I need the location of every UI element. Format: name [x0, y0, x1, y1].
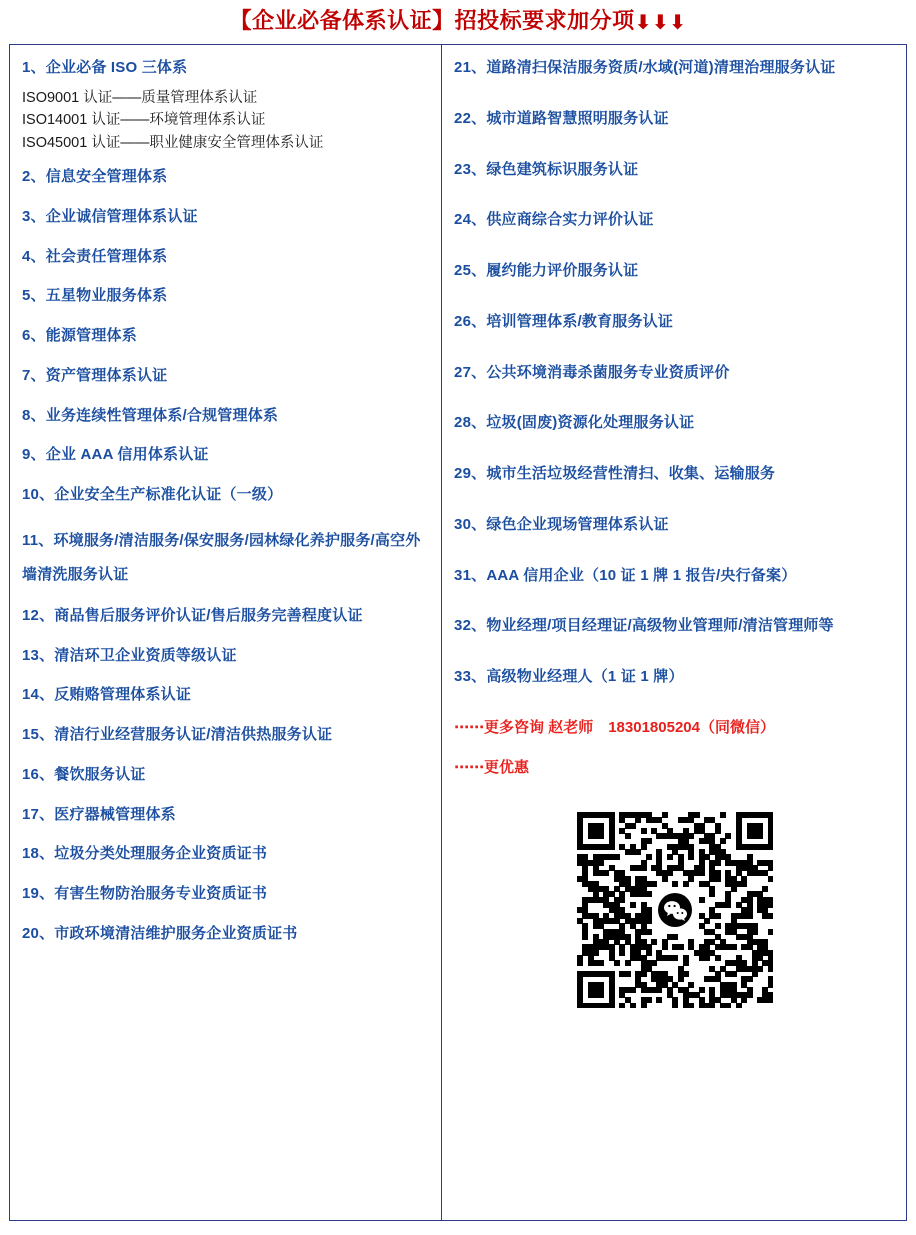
- left-column: [10, 45, 442, 1220]
- list-item: 29、城市生活垃圾经营性清扫、收集、运输服务: [454, 465, 776, 482]
- certification-table: [9, 44, 907, 1221]
- contact-note: ⋯⋯更多咨询 赵老师 18301805204（同微信）: [454, 718, 775, 736]
- list-item: 5、五星物业服务体系: [22, 287, 168, 305]
- list-item: 2、信息安全管理体系: [22, 168, 168, 186]
- page-title: [0, 0, 916, 45]
- list-item: 30、绿色企业现场管理体系认证: [454, 515, 669, 533]
- list-item: 20、市政环境清洁维护服务企业资质证书: [22, 924, 298, 942]
- list-item: 12、商品售后服务评价认证/售后服务完善程度认证: [22, 606, 363, 624]
- list-item: 21、道路清扫保洁服务资质/水域(河道)清理治理服务认证: [454, 59, 836, 76]
- list-item: ISO45001 认证——职业健康安全管理体系认证: [22, 134, 324, 151]
- list-item: 26、培训管理体系/教育服务认证: [454, 312, 674, 330]
- wechat-icon: [653, 888, 697, 932]
- list-item: 11、环境服务/清洁服务/保安服务/园林绿化养护服务/高空外墙清洗服务认证: [22, 531, 421, 584]
- list-item: 27、公共环境消毒杀菌服务专业资质评价: [454, 363, 730, 381]
- discount-note: ⋯⋯更优惠: [454, 758, 530, 776]
- qr-code-container: [454, 812, 896, 1008]
- list-item: 17、医疗器械管理体系: [22, 805, 176, 823]
- list-item: 28、垃圾(固废)资源化处理服务认证: [454, 414, 695, 432]
- list-item: 24、供应商综合实力评价认证: [454, 211, 654, 229]
- list-item: 14、反贿赂管理体系认证: [22, 686, 192, 704]
- list-item: 22、城市道路智慧照明服务认证: [454, 109, 669, 127]
- page-title-text: 【企业必备体系认证】招投标要求加分项: [229, 8, 635, 33]
- right-column: [442, 45, 906, 1220]
- list-item: 6、能源管理体系: [22, 327, 137, 345]
- list-item: 13、清洁环卫企业资质等级认证: [22, 646, 237, 664]
- list-item: 33、高级物业经理人（1 证 1 牌）: [454, 668, 684, 685]
- list-item: 8、业务连续性管理体系/合规管理体系: [22, 406, 279, 424]
- list-item: 3、企业诚信管理体系认证: [22, 207, 198, 225]
- list-item: 23、绿色建筑标识服务认证: [454, 160, 639, 178]
- list-item: 9、企业 AAA 信用体系认证: [22, 446, 209, 464]
- iso-sublist: [22, 87, 431, 154]
- down-arrow-icons: ⬇⬇⬇: [634, 12, 687, 34]
- list-item: 31、AAA 信用企业（10 证 1 牌 1 报告/央行备案）: [454, 566, 797, 584]
- list-item: 16、餐饮服务认证: [22, 765, 146, 783]
- list-item: 18、垃圾分类处理服务企业资质证书: [22, 845, 268, 863]
- list-item: ISO14001 认证——环境管理体系认证: [22, 112, 266, 129]
- list-item: 25、履约能力评价服务认证: [454, 262, 639, 279]
- wechat-qr-code[interactable]: [577, 812, 773, 1008]
- list-item: ISO9001 认证——质量管理体系认证: [22, 89, 258, 106]
- list-item: 10、企业安全生产标准化认证（一级）: [22, 486, 283, 504]
- list-item: 1、企业必备 ISO 三体系: [22, 59, 188, 76]
- list-item: 32、物业经理/项目经理证/高级物业管理师/清洁管理师等: [454, 617, 834, 635]
- list-item: 15、清洁行业经营服务认证/清洁供热服务认证: [22, 726, 333, 744]
- list-item: 19、有害生物防治服务专业资质证书: [22, 885, 268, 903]
- list-item: 7、资产管理体系认证: [22, 366, 168, 384]
- list-item: 4、社会责任管理体系: [22, 247, 168, 265]
